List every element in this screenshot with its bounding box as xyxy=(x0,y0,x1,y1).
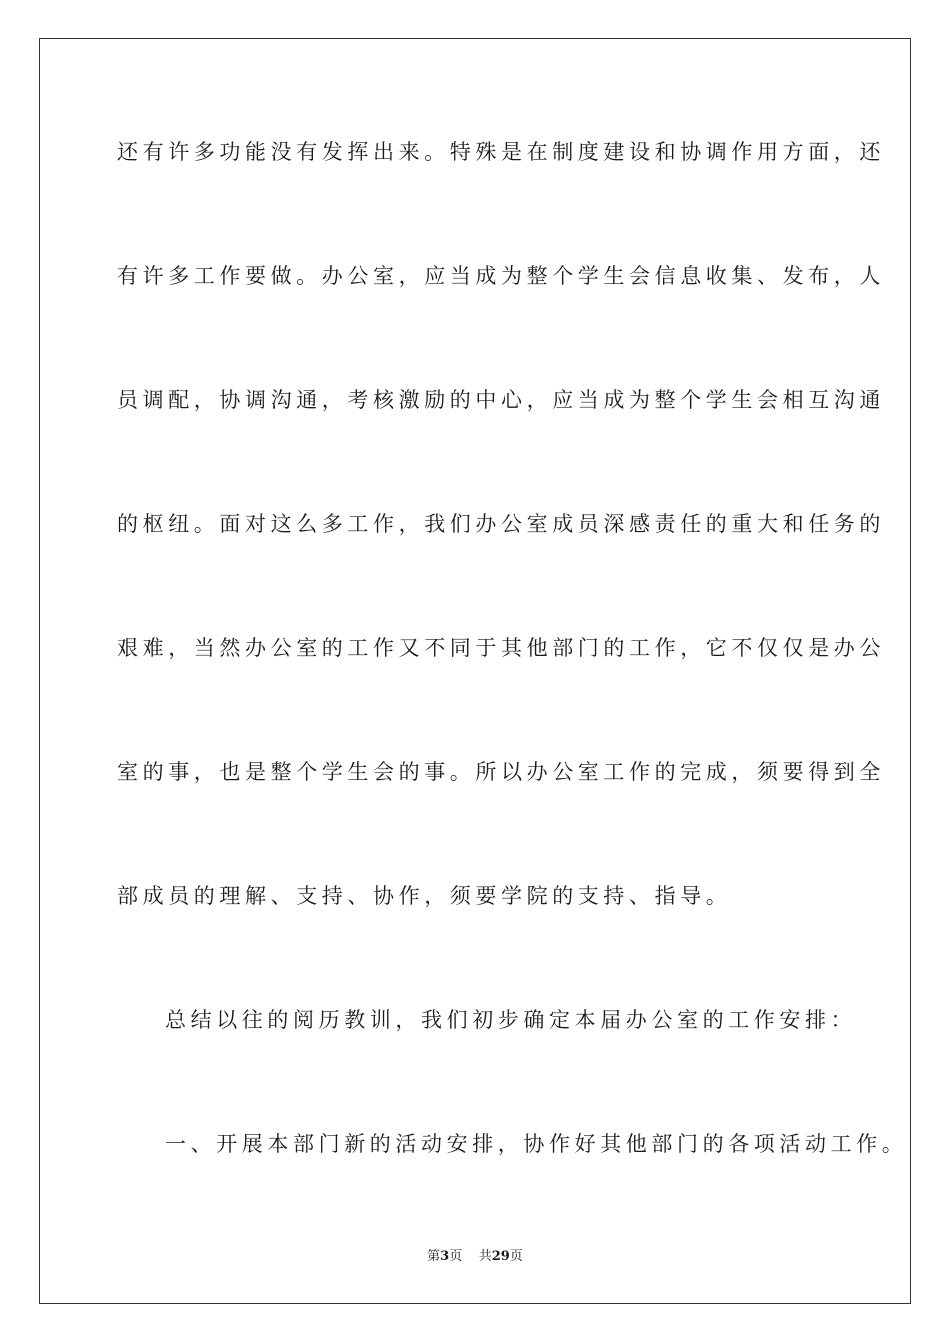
summary-paragraph: 总结以往的阅历教训，我们初步确定本届办公室的工作安排： xyxy=(165,1008,857,1032)
body-line-1: 还有许多功能没有发挥出来。特殊是在制度建设和协调作用方面，还 xyxy=(117,140,885,164)
page-border xyxy=(39,38,911,1304)
body-line-3: 员调配，协调沟通，考核激励的中心，应当成为整个学生会相互沟通 xyxy=(117,388,885,412)
total-suffix: 页 xyxy=(509,1249,523,1264)
body-line-2: 有许多工作要做。办公室，应当成为整个学生会信息收集、发布，人 xyxy=(117,264,885,288)
page-suffix: 页 xyxy=(449,1249,463,1264)
body-line-6: 室的事，也是整个学生会的事。所以办公室工作的完成，须要得到全 xyxy=(117,760,885,784)
work-item-1: 一、开展本部门新的活动安排，协作好其他部门的各项活动工作。 xyxy=(165,1132,908,1156)
page-footer xyxy=(0,1248,950,1266)
total-prefix: 共 xyxy=(478,1249,492,1264)
body-line-5: 艰难，当然办公室的工作又不同于其他部门的工作，它不仅仅是办公 xyxy=(117,636,885,660)
page-number: 3 xyxy=(440,1249,450,1264)
body-line-7: 部成员的理解、支持、协作，须要学院的支持、指导。 xyxy=(117,884,732,908)
body-line-4: 的枢纽。面对这么多工作，我们办公室成员深感责任的重大和任务的 xyxy=(117,512,885,536)
page-prefix: 第 xyxy=(427,1249,441,1264)
total-pages: 29 xyxy=(491,1249,510,1264)
